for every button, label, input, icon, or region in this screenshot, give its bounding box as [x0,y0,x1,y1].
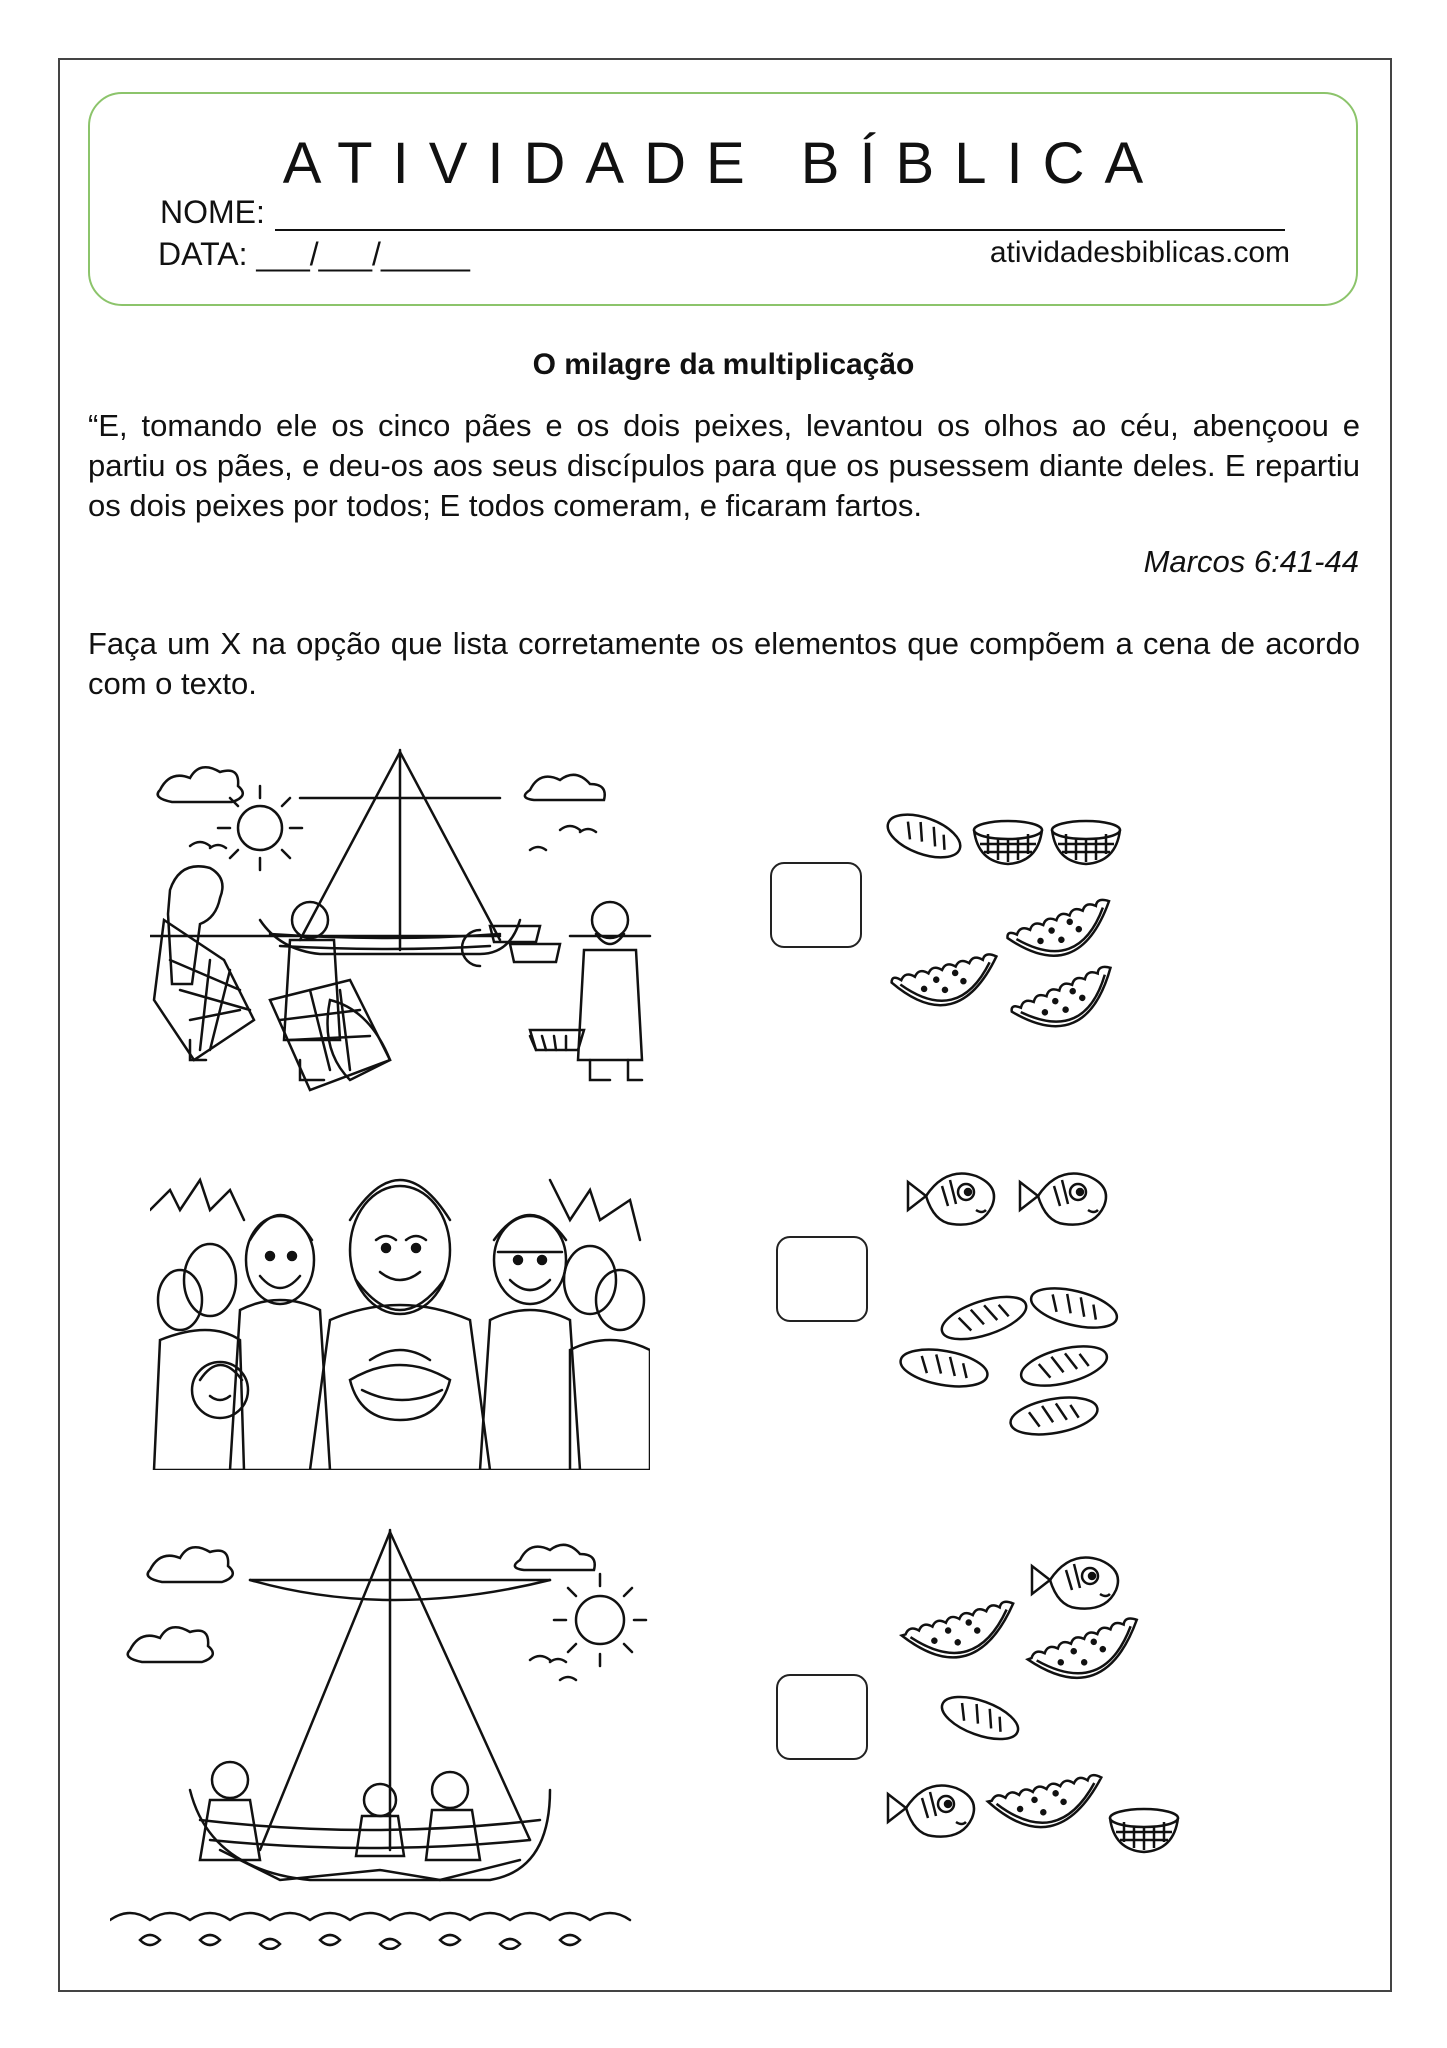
option-3-checkbox[interactable] [776,1674,868,1760]
fish-icon [1032,1558,1118,1609]
fish-icon [888,1786,974,1837]
page-title: ATIVIDADE BÍBLICA [282,131,1164,196]
basket-icon [974,821,1042,864]
basket-icon [1052,821,1120,864]
watermelon-slice-icon [1026,1616,1149,1694]
header-box [88,92,1358,306]
watermelon-slice-icon [901,1600,1024,1671]
boat-fishing-net-scene-illustration [110,1520,650,1950]
bread-icon [1017,1339,1111,1393]
basket-icon [1110,1809,1178,1852]
bread-icon [1008,1392,1101,1441]
watermelon-slice-icon [1006,897,1121,971]
name-field[interactable] [275,199,1285,231]
bread-icon [898,1344,991,1393]
fish-icon [908,1174,994,1225]
verse-text: “E, tomando ele os cinco pães e os dois peixes, levantou os olhos ao céu, abençoou e partiu os pães, e deu-os aos seus discípulos para que os pusessem diante deles. E repartiu os dois peixes por todos; E todos comeram, e ficaram fartos. [88,408,1360,523]
bread-icon [882,806,966,866]
verse-reference: Marcos 6:41-44 [1143,544,1359,579]
name-row [160,194,1285,231]
name-label: NOME: [160,194,265,230]
watermelon-slice-icon [987,1774,1109,1838]
option-2-items [890,1150,1150,1450]
jesus-crowd-bread-scene-illustration [150,1160,650,1470]
option-1-items [880,800,1140,1060]
site-label: atividadesbiblicas.com [989,236,1290,269]
fishermen-boat-scene-illustration [150,740,660,1100]
option-3-items [880,1550,1200,1870]
bread-icon [937,1288,1031,1348]
section-title: O milagre da multiplicação [532,348,915,381]
bread-icon [1027,1281,1121,1335]
fish-icon [1020,1174,1106,1225]
date-field[interactable]: DATA: ___/___/_____ [158,236,470,272]
watermelon-slice-icon [1010,964,1125,1044]
option-2-checkbox[interactable] [776,1236,868,1322]
bread-icon [937,1688,1024,1747]
instruction-text: Faça um X na opção que lista corretamente os elementos que compõem a cena de acordo com o texto. [88,626,1360,701]
watermelon-slice-icon [891,953,1005,1017]
option-1-checkbox[interactable] [770,862,862,948]
